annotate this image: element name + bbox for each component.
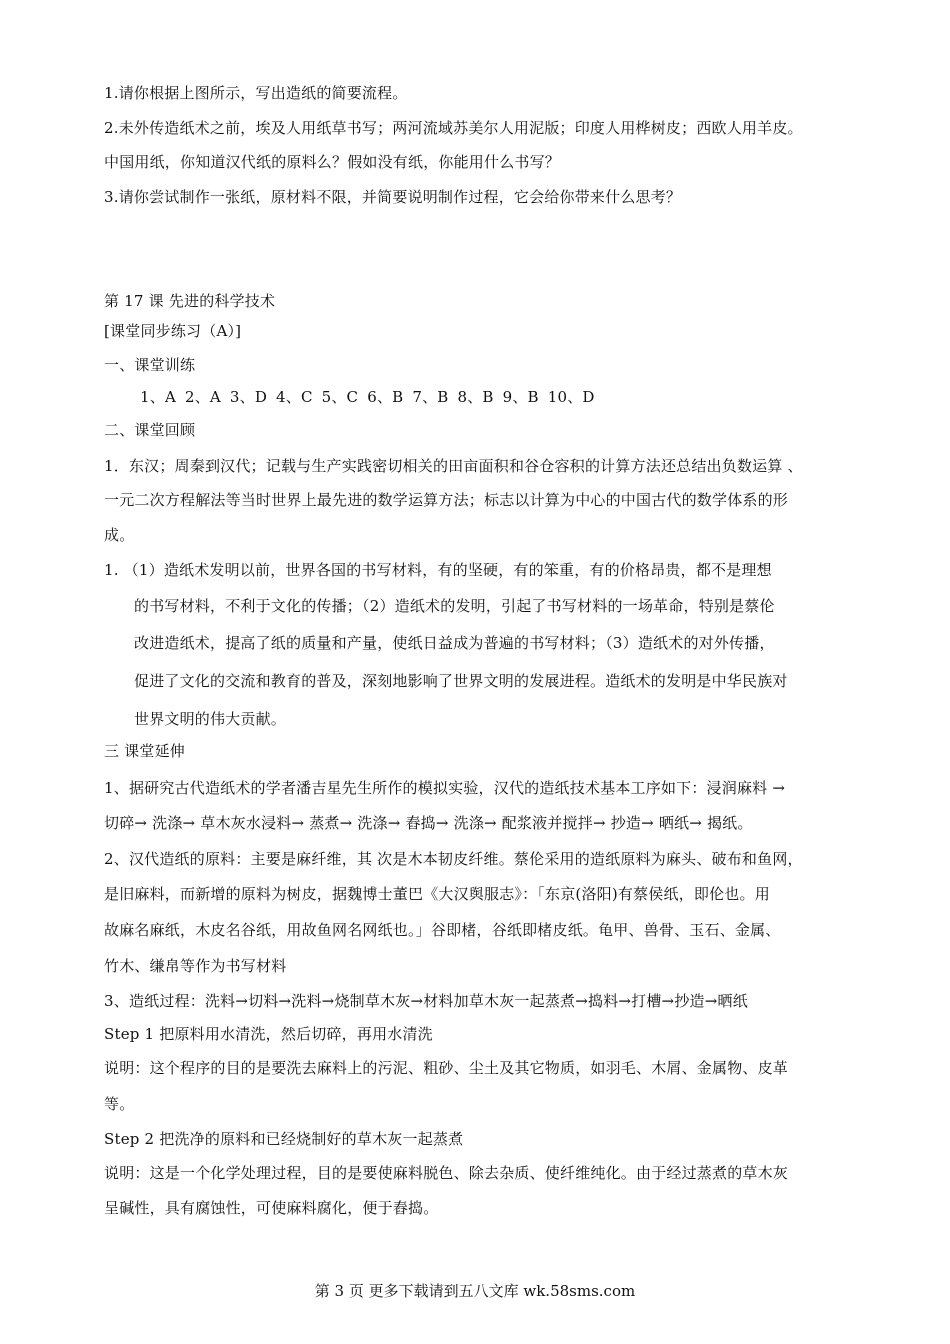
step-2-description-line: 说明：这是一个化学处理过程，目的是要使麻料脱色、除去杂质、使纤维纯化。由于经过蒸煮的草木灰 [104,1164,789,1182]
step-1-title: Step 1 把原料用水清洗，然后切碎，再用水清洗 [104,1025,433,1043]
question-3: 3.请你尝试制作一张纸，原材料不限，并简要说明制作过程，它会给你带来什么思考？ [104,188,682,206]
question-1: 1.请你根据上图所示，写出造纸的简要流程。 [104,84,408,102]
section-heading-training: 一、课堂训练 [104,356,196,374]
extension-2-line: 故麻名麻纸，木皮名谷纸，用故鱼网名网纸也。」谷即楮，谷纸即楮皮纸。龟甲、兽骨、玉石、金属、 [104,921,781,939]
extension-2-line: 竹木、缣帛等作为书写材料 [104,957,287,975]
extension-3-process: 3、造纸过程：洗料→切料→洗料→烧制草木灰→材料加草木灰一起蒸煮→捣料→打槽→抄造→晒纸 [104,992,748,1010]
step-1-description-line: 说明：这个程序的目的是要洗去麻料上的污泥、粗砂、尘土及其它物质，如羽毛、木屑、金属物、皮革 [104,1059,789,1077]
review-paragraph-2-line: 的书写材料，不利于文化的传播；（2）造纸术的发明，引起了书写材料的一场革命，特别是蔡伦 [134,597,775,615]
review-paragraph-1-line: 成。 [104,526,135,544]
step-2-description-line: 呈碱性，具有腐蚀性，可使麻料腐化，便于舂捣。 [104,1199,439,1217]
review-paragraph-2-line: 1. （1）造纸术发明以前，世界各国的书写材料，有的坚硬，有的笨重，有的价格昂贵，都不是理想 [104,561,772,579]
step-2-title: Step 2 把洗净的原料和已经烧制好的草木灰一起蒸煮 [104,1130,464,1148]
question-2: 2.未外传造纸术之前，埃及人用纸草书写；两河流域苏美尔人用泥版；印度人用桦树皮；西欧人用羊皮。 [104,119,803,137]
review-paragraph-1-line: 一元二次方程解法等当时世界上最先进的数学运算方法；标志以计算为中心的中国古代的数学体系的形 [104,491,789,509]
extension-2-line: 2、汉代造纸的原料：主要是麻纤维，其 次是木本韧皮纤维。蔡伦采用的造纸原料为麻头、破布和鱼网， [104,850,803,868]
exercise-heading: [课堂同步练习（A）] [104,322,242,340]
lesson-title: 第 17 课 先进的科学技术 [104,292,276,310]
review-paragraph-1-line: 1．东汉；周秦到汉代；记载与生产实践密切相关的田亩面积和谷仓容积的计算方法还总结出负数运算 、 [104,457,803,475]
section-heading-extension: 三 课堂延伸 [104,742,185,760]
section-heading-review: 二、课堂回顾 [104,421,196,439]
review-paragraph-2-line: 世界文明的伟大贡献。 [134,710,287,728]
extension-2-line: 是旧麻料，而新增的原料为树皮，据魏博士董巴《大汉舆服志》：「东京(洛阳)有蔡侯纸，即伦也。用 [104,885,770,903]
question-2-continued: 中国用纸，你知道汉代纸的原料么？假如没有纸，你能用什么书写？ [104,153,561,171]
extension-1-line: 1、据研究古代造纸术的学者潘吉星先生所作的模拟实验，汉代的造纸技术基本工序如下：浸润麻料 → [104,779,786,797]
review-paragraph-2-line: 促进了文化的交流和教育的普及，深刻地影响了世界文明的发展进程。造纸术的发明是中华民族对 [134,672,788,690]
extension-1-line: 切碎→ 洗涤→ 草木灰水浸料→ 蒸煮→ 洗涤→ 舂捣→ 洗涤→ 配浆液并搅拌→ 抄造→ 晒纸→ 揭纸。 [104,814,753,832]
page-footer: 第 3 页 更多下载请到五八文库 wk.58sms.com [314,1282,636,1300]
answer-key: 1、A 2、A 3、D 4、C 5、C 6、B 7、B 8、B 9、B 10、D [140,388,595,406]
review-paragraph-2-line: 改进造纸术，提高了纸的质量和产量，使纸日益成为普遍的书写材料；（3）造纸术的对外传播， [134,634,775,652]
step-1-description-line: 等。 [104,1095,135,1113]
